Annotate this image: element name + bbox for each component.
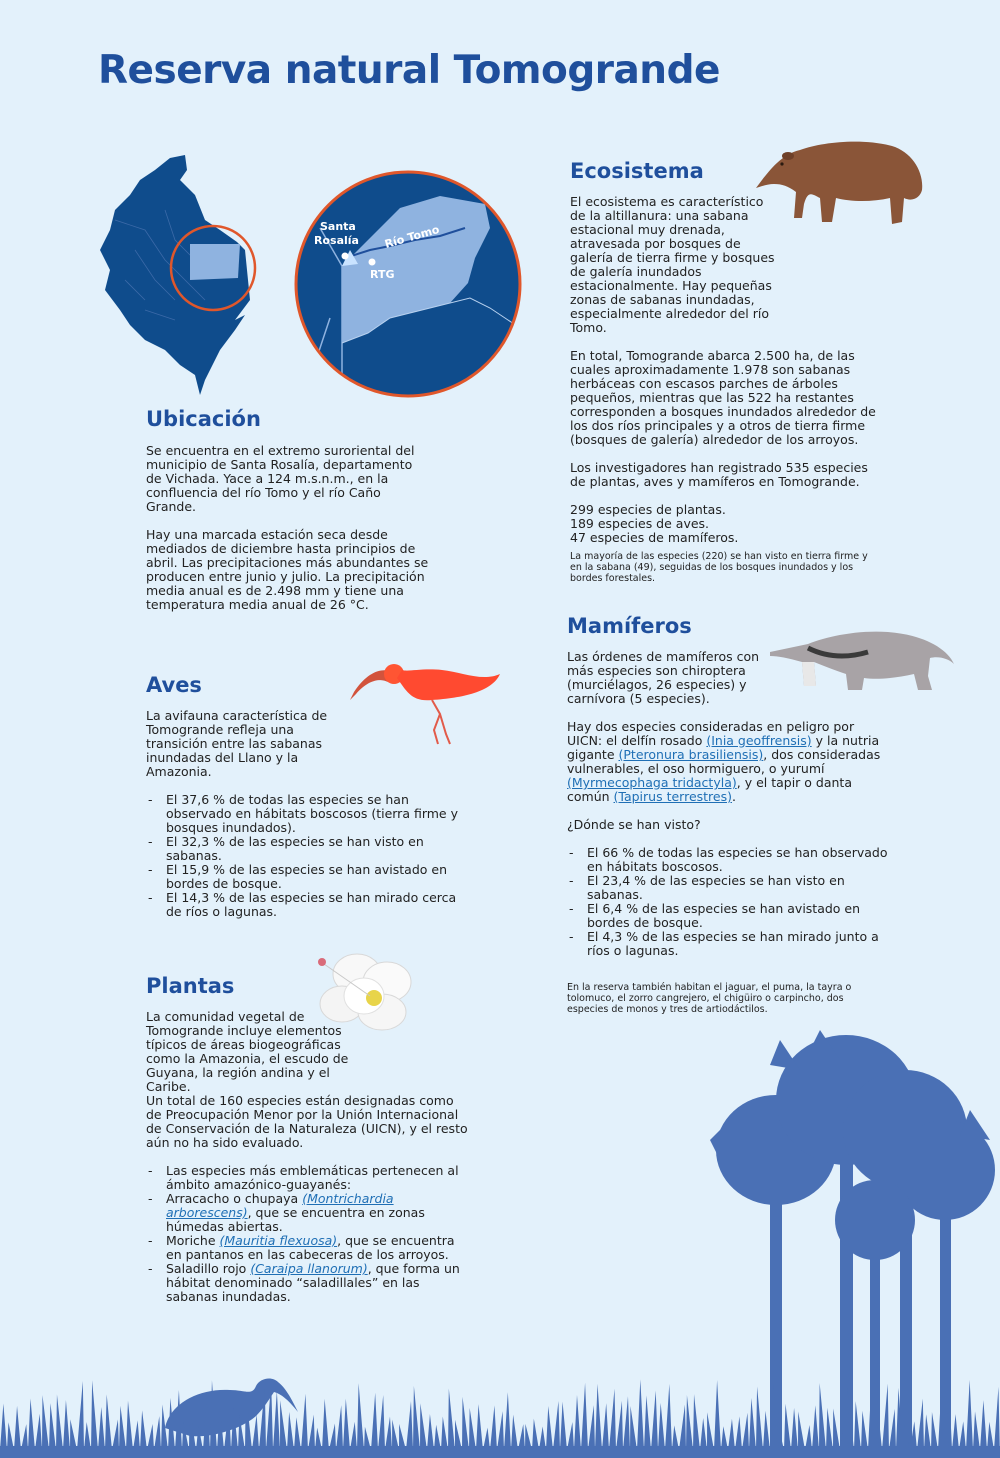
map-label-rtg: RTG — [370, 268, 395, 281]
text-fragment: Hay dos especies consideradas en peligro por UICN: el delfín rosado — [567, 719, 855, 748]
list-item — [146, 1262, 471, 1304]
list-item: - El 32,3 % de las especies se han visto en sabanas. — [146, 835, 466, 863]
page-title: Reserva natural Tomogrande — [98, 48, 720, 93]
list-item: - El 15,9 % de las especies se han avistado en bordes de bosque. — [146, 863, 466, 891]
colombia-map-icon — [85, 150, 265, 400]
ecosistema-note: La mayoría de las especies (220) se han visto en tierra firme y en la sabana (49), seguidas de los bosques inundados y los bordes forestales. — [570, 551, 868, 584]
mamiferos-question: ¿Dónde se han visto? — [567, 817, 701, 832]
list-item: - El 37,6 % de todas las especies se han observado en hábitats boscosos (tierra firme y bosques inundados). — [146, 793, 466, 835]
plantas-list — [146, 1164, 471, 1304]
text-fragment: , y el tapir o danta común — [567, 775, 852, 804]
plant-desc: , que se encuentra en zonas húmedas abiertas. — [166, 1205, 425, 1234]
list-item: - El 4,3 % de las especies se han mirado junto a ríos o lagunas. — [567, 930, 892, 958]
ecosistema-text — [570, 195, 885, 584]
ecosistema-p2: En total, Tomogrande abarca 2.500 ha, de las cuales aproximadamente 1.978 son sabanas herbáceas con escasos parches de árboles pequeños, mientras que las 522 ha restantes corresponden a bosques inundados alrededor de los dos ríos principales y a otros de tierra firme (bosques de galería) alrededor de los arroyos. — [570, 348, 876, 447]
ecosistema-p3: Los investigadores han registrado 535 especies de plantas, aves y mamíferos en Tomogrande. — [570, 460, 868, 489]
plant-desc: , que se encuentra en pantanos en las cabeceras de los arroyos. — [166, 1233, 455, 1262]
map-label-rosalia: Rosalía — [314, 234, 359, 247]
mamiferos-heading: Mamíferos — [567, 614, 692, 638]
species-link-inia[interactable]: (Inia geoffrensis) — [706, 733, 812, 748]
aves-intro: La avifauna característica de Tomogrande refleja una transición entre las sabanas inundadas del Llano y la Amazonia. — [146, 708, 328, 779]
grass-silhouette-icon — [0, 1372, 1000, 1458]
list-item: - El 23,4 % de las especies se han visto en sabanas. — [567, 874, 892, 902]
ecosistema-count-birds: 189 especies de aves. — [570, 516, 710, 531]
aves-list — [146, 793, 466, 919]
species-link-pteronura[interactable]: (Pteronura brasiliensis) — [618, 747, 764, 762]
map-label-rio-tomo: Río Tomo — [383, 222, 441, 251]
ubicacion-text — [146, 444, 431, 626]
ecosistema-heading: Ecosistema — [570, 159, 704, 183]
ecosistema-count-mammals: 47 especies de mamíferos. — [570, 530, 739, 545]
aves-heading: Aves — [146, 673, 202, 697]
plantas-heading: Plantas — [146, 974, 235, 998]
species-link-tapirus[interactable]: (Tapirus terrestres) — [613, 789, 732, 804]
species-link-montrichardia[interactable]: (Montrichardia arborescens) — [166, 1191, 394, 1220]
text-fragment: , dos consideradas vulnerables, el oso hormiguero, o yurumí — [567, 747, 881, 776]
plantas-text — [146, 1010, 471, 1304]
list-item: - El 14,3 % de las especies se han mirado cerca de ríos o lagunas. — [146, 891, 466, 919]
text-fragment: y la nutria gigante — [567, 733, 880, 762]
list-item: - Las especies más emblemáticas pertenecen al ámbito amazónico-guayanés: — [146, 1164, 471, 1192]
plant-name: Arracacho o chupaya — [166, 1191, 303, 1206]
mamiferos-p2 — [567, 720, 892, 804]
species-link-mauritia[interactable]: (Mauritia flexuosa) — [219, 1233, 338, 1248]
list-item: - El 66 % de todas las especies se han observado en hábitats boscosos. — [567, 846, 892, 874]
mamiferos-p1: Las órdenes de mamíferos con más especies son chiroptera (murciélagos, 26 especies) y carnívora (5 especies). — [567, 649, 760, 706]
list-item: - El 6,4 % de las especies se han avistado en bordes de bosque. — [567, 902, 892, 930]
plantas-p2: Un total de 160 especies están designadas como de Preocupación Menor por la Unión Internacional de Conservación de la Naturaleza (UICN), y el resto aún no ha sido evaluado. — [146, 1093, 468, 1150]
ecosistema-count-plants: 299 especies de plantas. — [570, 502, 726, 517]
plant-desc: , que forma un hábitat denominado “saladillales” en las sabanas inundadas. — [166, 1261, 460, 1304]
species-link-caraipa[interactable]: (Caraipa llanorum) — [250, 1261, 368, 1276]
ubicacion-heading: Ubicación — [146, 407, 261, 431]
map-label-santa: Santa — [320, 220, 356, 233]
aves-text — [146, 709, 466, 919]
zoomed-reserve-map — [290, 168, 530, 404]
plant-name: Moriche — [166, 1233, 220, 1248]
list-item — [146, 1192, 471, 1234]
list-item — [146, 1234, 471, 1262]
ecosistema-p1: El ecosistema es característico de la altillanura: una sabana estacional muy drenada, atravesada por bosques de galería de tierra firme y bosques de galería inundados estacionalmente. Hay pequeñas zonas de sabanas inundadas, especialmente alrededor del río Tomo. — [570, 194, 775, 335]
plantas-intro: La comunidad vegetal de Tomogrande incluye elementos típicos de áreas biogeográficas como la Amazonia, el escudo de Guyana, la región andina y el Caribe. — [146, 1009, 349, 1094]
plant-name: Saladillo rojo — [166, 1261, 251, 1276]
ubicacion-p1: Se encuentra en el extremo suroriental del municipio de Santa Rosalía, departamento de Vichada. Yace a 124 m.s.n.m., en la confluencia del río Tomo y el río Caño Grande. — [146, 443, 415, 514]
mamiferos-note: En la reserva también habitan el jaguar, el puma, la tayra o tolomuco, el zorro cangrejero, el chigüiro o carpincho, dos especies de monos y tres de artiodáctilos. — [567, 982, 852, 1015]
ubicacion-p2: Hay una marcada estación seca desde mediados de diciembre hasta principios de abril. Las precipitaciones más abundantes se producen entre junio y julio. La precipitación media anual es de 2.498 mm y tiene una temperatura media anual de 26 °C. — [146, 527, 429, 612]
mamiferos-text — [567, 650, 892, 1015]
text-fragment: . — [732, 789, 736, 804]
mamiferos-list — [567, 846, 892, 958]
species-link-myrmecophaga[interactable]: (Myrmecophaga tridactyla) — [567, 775, 737, 790]
